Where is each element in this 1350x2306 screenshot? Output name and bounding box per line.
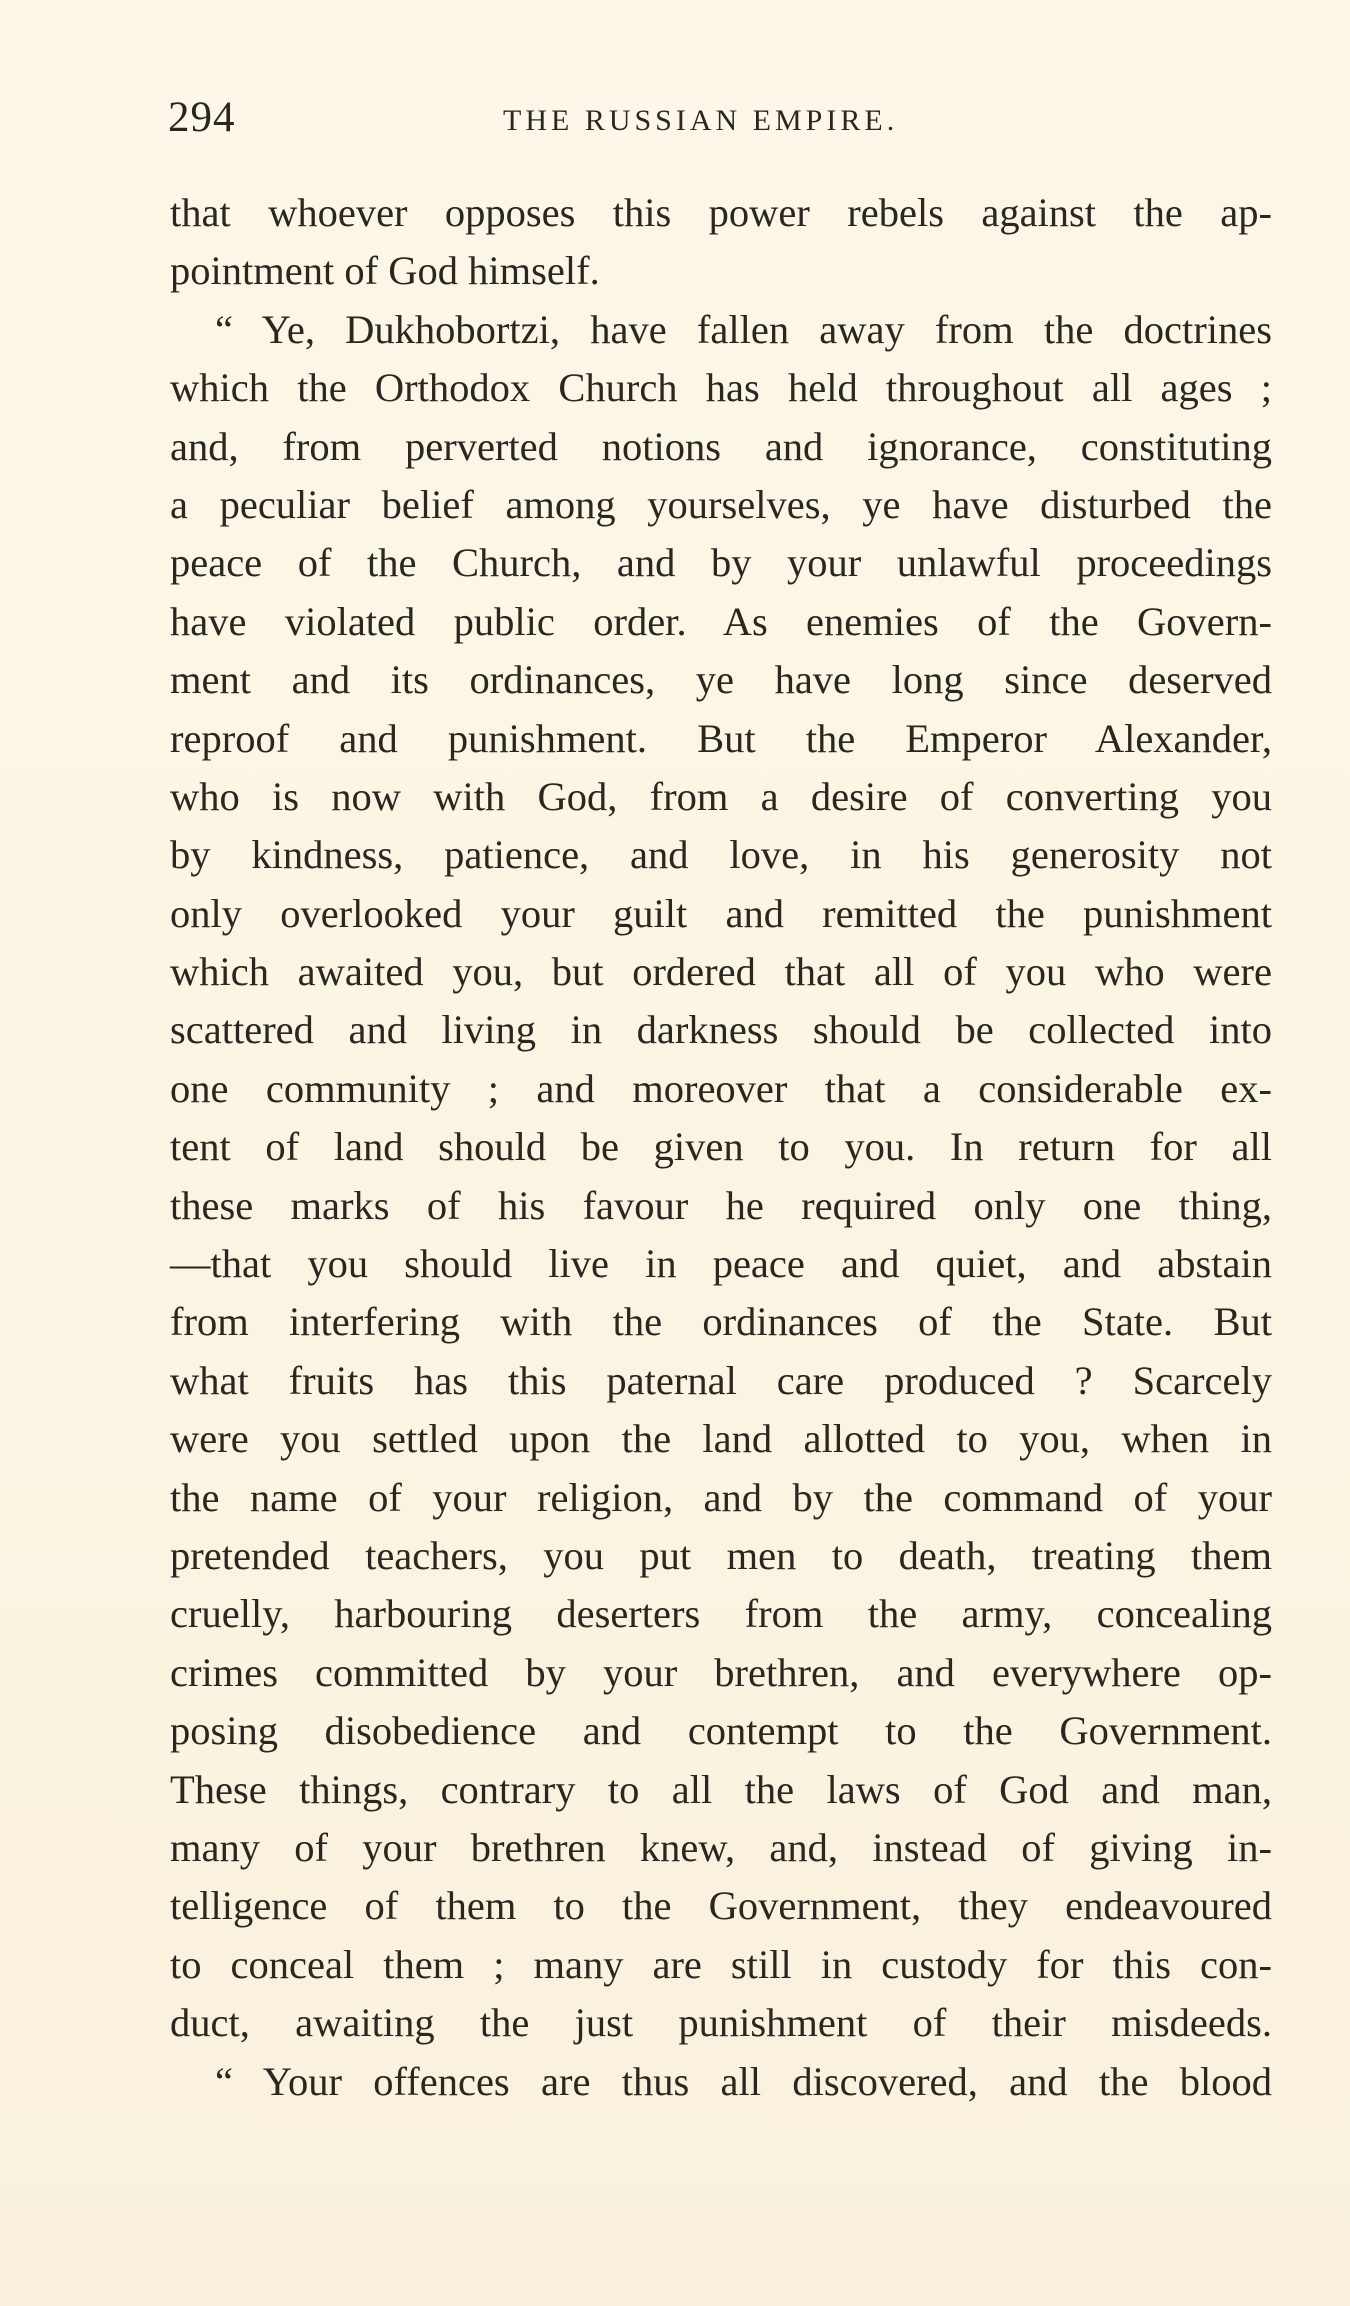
text-line: which the Orthodox Church has held throughout all ages ; <box>170 365 1272 411</box>
text-line: pretended teachers, you put men to death, treating them <box>170 1532 1272 1578</box>
text-line: posing disobedience and contempt to the Government. <box>170 1708 1272 1754</box>
text-line: have violated public order. As enemies of the Govern- <box>170 598 1272 644</box>
text-line: These things, contrary to all the laws of God and man, <box>170 1766 1272 1812</box>
text-line: crimes committed by your brethren, and everywhere op- <box>170 1649 1272 1695</box>
text-line: ment and its ordinances, ye have long since deserved <box>170 657 1272 703</box>
text-line: cruelly, harbouring deserters from the army, concealing <box>170 1591 1272 1637</box>
text-line: what fruits has this paternal care produced ? Scarcely <box>170 1357 1272 1403</box>
text-line: to conceal them ; many are still in custody for this con- <box>170 1941 1272 1987</box>
text-line: “ Ye, Dukhobortzi, have fallen away from the doctrines <box>215 306 1272 352</box>
text-line: pointment of God himself. <box>170 248 600 294</box>
text-line: a peculiar belief among yourselves, ye have disturbed the <box>170 481 1272 527</box>
text-line: from interfering with the ordinances of the State. But <box>170 1299 1272 1345</box>
text-line: peace of the Church, and by your unlawful proceedings <box>170 540 1272 586</box>
page-header <box>168 88 1278 148</box>
text-line: who is now with God, from a desire of converting you <box>170 773 1272 819</box>
body-text <box>170 184 1272 2111</box>
text-line: by kindness, patience, and love, in his generosity not <box>170 832 1272 878</box>
text-line: tent of land should be given to you. In return for all <box>170 1124 1272 1170</box>
text-line: the name of your religion, and by the command of your <box>170 1474 1272 1520</box>
text-line: reproof and punishment. But the Emperor Alexander, <box>170 715 1272 761</box>
text-line: many of your brethren knew, and, instead of giving in- <box>170 1824 1272 1870</box>
page-number: 294 <box>168 94 236 141</box>
text-line: these marks of his favour he required only one thing, <box>170 1182 1272 1228</box>
running-head: THE RUSSIAN EMPIRE. <box>503 104 899 137</box>
text-line: only overlooked your guilt and remitted the punishment <box>170 890 1272 936</box>
text-line: duct, awaiting the just punishment of their misdeeds. <box>170 2000 1272 2046</box>
text-line: telligence of them to the Government, they endeavoured <box>170 1883 1272 1929</box>
text-line: —that you should live in peace and quiet, and abstain <box>170 1241 1272 1287</box>
text-line: one community ; and moreover that a considerable ex- <box>170 1065 1272 1111</box>
text-line: that whoever opposes this power rebels against the ap- <box>170 190 1272 235</box>
text-line: were you settled upon the land allotted to you, when in <box>170 1416 1272 1462</box>
text-line: which awaited you, but ordered that all of you who were <box>170 949 1272 995</box>
text-line: scattered and living in darkness should be collected into <box>170 1007 1272 1053</box>
text-line: “ Your offences are thus all discovered, and the blood <box>215 2058 1272 2104</box>
text-line: and, from perverted notions and ignorance, constituting <box>170 423 1272 469</box>
